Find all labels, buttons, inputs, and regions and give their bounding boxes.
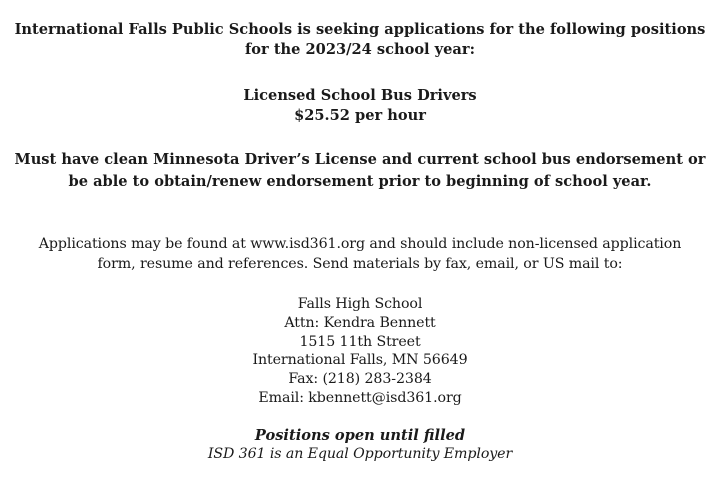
- position-title: Licensed School Bus Drivers: [243, 87, 477, 104]
- instructions-line-2: form, resume and references. Send materials by fax, email, or US mail to:: [97, 256, 623, 272]
- address-school-name: Falls High School: [297, 296, 423, 312]
- address-city: International Falls, MN 56649: [252, 352, 468, 368]
- address-attn: Attn: Kendra Bennett: [284, 315, 436, 331]
- eoe-statement: ISD 361 is an Equal Opportunity Employer: [207, 446, 513, 462]
- intro-line-1: International Falls Public Schools is seeking applications for the following positions: [14, 21, 706, 38]
- address-street: 1515 11th Street: [299, 334, 421, 350]
- requirements-line-2: be able to obtain/renew endorsement prior to beginning of school year.: [68, 173, 652, 190]
- intro-line-2: for the 2023/24 school year:: [245, 41, 475, 58]
- requirements-line-1: Must have clean Minnesota Driver’s License and current school bus endorsement or: [14, 151, 706, 168]
- address-email: Email: kbennett@isd361.org: [258, 390, 462, 406]
- address-fax: Fax: (218) 283-2384: [288, 371, 432, 387]
- instructions-line-1: Applications may be found at www.isd361.org and should include non-licensed application: [38, 236, 682, 252]
- positions-open-note: Positions open until filled: [254, 427, 466, 444]
- position-pay: $25.52 per hour: [294, 107, 426, 124]
